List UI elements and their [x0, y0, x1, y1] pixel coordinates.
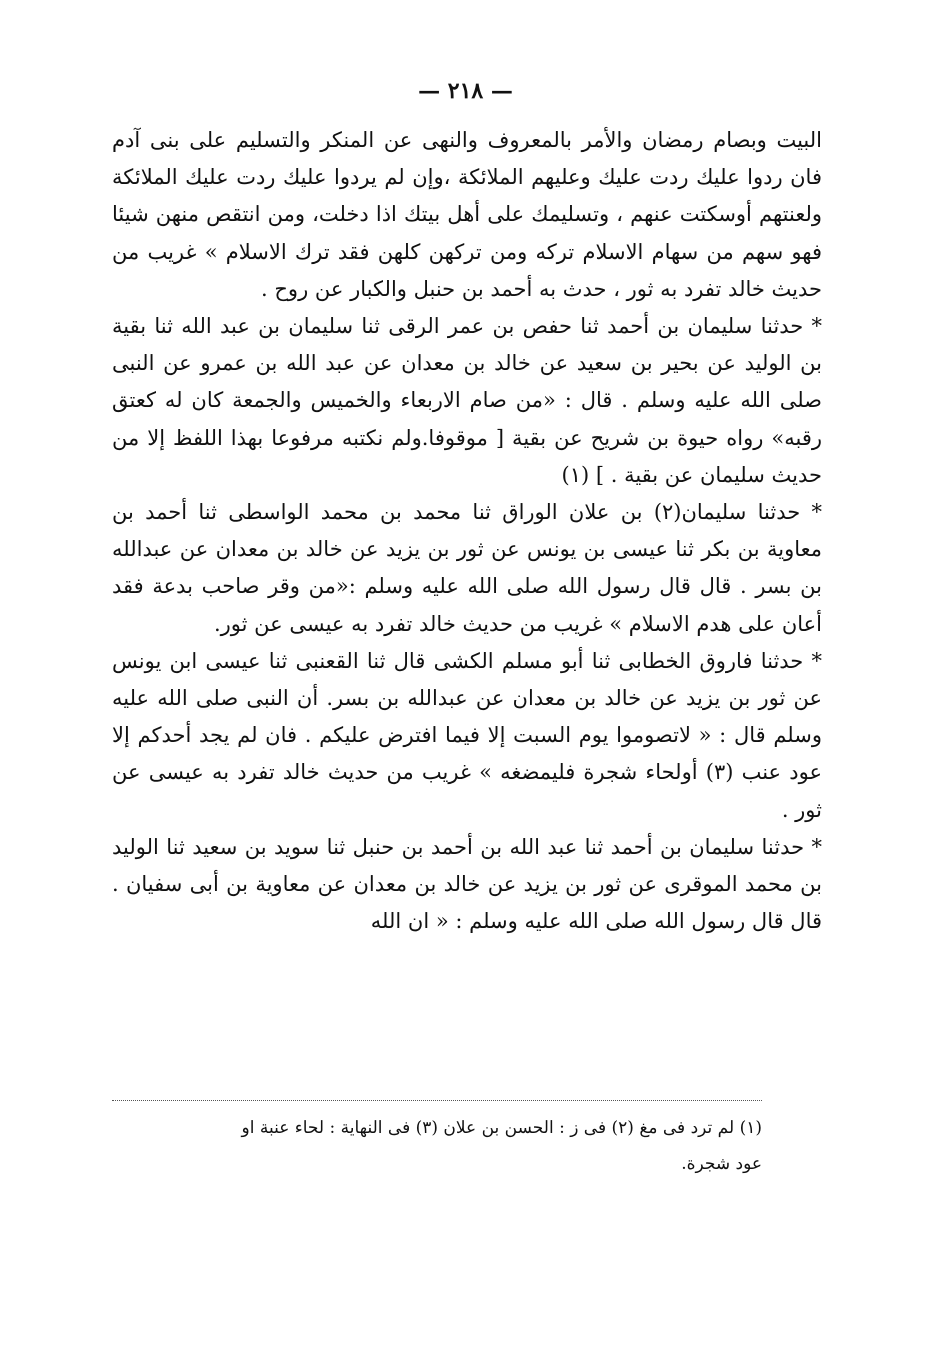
footnote-line: عود شجرة. [681, 1154, 762, 1174]
footnote-divider [112, 1100, 762, 1101]
paragraph: * حدثنا سليمان بن أحمد ثنا حفص بن عمر الرقى ثنا سليمان بن عبد الله ثنا بقية بن الوليد عن بحير بن سعيد عن خالد بن معدان عن عبد الله بن عمرو عن النبى صلى الله عليه وسلم . قال : «من صام الاربعاء والخميس والجمعة كان له كعتق رقبه» رواه حيوة بن شريح عن بقية [ موقوفا.ولم نكتبه مرفوعا بهذا اللفظ إلا من حديث سليمان عن بقية . ] (١) [112, 314, 823, 487]
footnote-line: (١) لم ترد فى مغ (٢) فى ز : الحسن بن علان (٣) فى النهاية : لحاء عنبة او [241, 1118, 762, 1138]
paragraph: * حدثنا فاروق الخطابى ثنا أبو مسلم الكشى قال ثنا القعنبى ثنا عيسى ابن يونس عن ثور بن يزيد عن خالد بن معدان عن عبدالله بن بسر. أن النبى صلى الله عليه وسلم قال : « لاتصوموا يوم السبت إلا فيما افترض عليكم . فان لم يجد أحدكم إلا عود عنب (٣) أولحاء شجرة فليمضغه » غريب من حديث خالد تفرد به عيسى عن ثور . [112, 648, 822, 822]
paragraph: البيت وبصام رمضان والأمر بالمعروف والنهى عن المنكر والتسليم على بنى آدم فان ردوا عليك ردت عليك وعليهم الملائكة ،وإن لم يردوا عليك ردت عليك الملائكة ولعنتهم أوسكتت عنهم ، وتسليمك على أهل بيتك اذا دخلت، ومن انتقص منهن شيئا فهو سهم من سهام الاسلام تركه ومن تركهن كلهن فقد ترك الاسلام » غريب من حديث خالد تفرد به ثور ، حدث به أحمد بن حنبل والكبار عن روح . [112, 128, 822, 301]
footnotes [112, 1110, 762, 1182]
paragraph: * حدثنا سليمان بن أحمد ثنا عبد الله بن أحمد بن حنبل ثنا سويد بن سعيد ثنا الوليد بن محمد الموقرى عن ثور بن يزيد عن خالد بن معدان عن معاوية بن أبى سفيان . قال قال رسول الله صلى الله عليه وسلم : « ان الله [112, 834, 822, 934]
main-text [112, 122, 822, 940]
page-number: — ٢١٨ — [418, 78, 513, 104]
paragraph: * حدثنا سليمان(٢) بن علان الوراق ثنا محمد بن محمد الواسطى ثنا أحمد بن معاوية بن بكر ثنا عيسى بن يونس عن ثور بن يزيد عن خالد بن معدان عن عبدالله بن بسر . قال قال رسول الله صلى الله عليه وسلم :«من وقر صاحب بدعة فقد أعان على هدم الاسلام » غريب من حديث خالد تفرد به عيسى عن ثور. [112, 500, 822, 636]
